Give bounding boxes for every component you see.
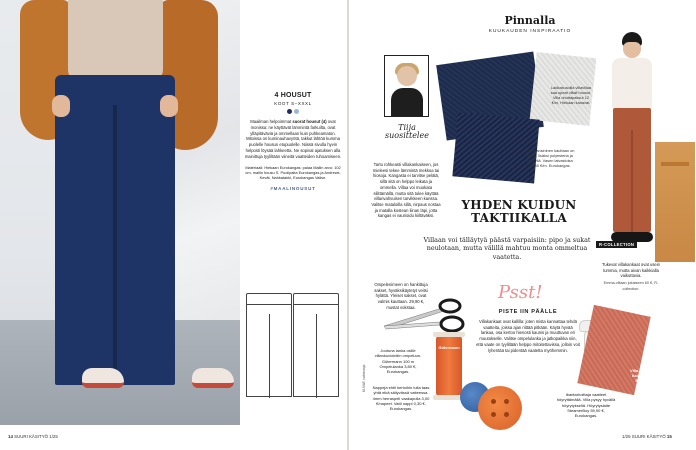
collection-tag: R-COLLECTION: [596, 241, 637, 248]
photo-credit: KUVAT: valmistaja: [362, 364, 366, 392]
fabric-note-white: Laidustusoilla villavillaa saa upeat villait housut. Villa ohuttapaksut 12 €/m, Hiekaan kanavat.: [550, 85, 592, 106]
model-caption-text: Tukevat villakankaat ovat usein tummia, mutta aivan kaikkialla vaikuttavia.: [601, 262, 661, 279]
spool-label: Gütermann: [438, 345, 460, 350]
difficulty-dots: [243, 109, 343, 114]
model-head: [623, 42, 641, 58]
left-page: [0, 0, 347, 450]
tip-title: PISTE IIN PÄÄLLE: [498, 309, 558, 315]
shirt: [68, 0, 163, 80]
left-sneaker: [82, 368, 124, 388]
fabric-note-rust: Villa, Stretch Ohut Kaunis 8,19 €/m, Eurokangas.: [630, 368, 664, 384]
wooden-chair: [655, 142, 695, 262]
navy-trousers: [55, 75, 175, 385]
white-top: [612, 58, 652, 110]
difficulty-dot-filled: [287, 109, 292, 114]
size-range: KOOT S–XXXL: [274, 101, 312, 106]
section-title: Pinnalla: [504, 14, 556, 27]
right-folio-text: 1/25 SUURI KÄSITYÖ: [622, 434, 666, 439]
pattern-description: [243, 92, 343, 191]
model-caption: [596, 262, 666, 293]
tip-text: Villakankaat ovat kallilla: joten mista kannattaa tehdä vaatteita, joissa ajan riittää pitkään. Käytä hyvää lankaa, osa kertoo hienosti kaunis ja muuttuvan eri muutokselle. Valitse ompelulanka ja jatkopaikka niin, että vaate on tyyliltään helppo mitoitettavissa, jolloin voit lyhentää tai pidentää vaatetta myöhemmin.: [476, 319, 580, 353]
section-subtitle: KUUKAUDEN INSPIRAATIO: [488, 29, 572, 34]
editor-text: Tartu rohkeasti villakankaiseen, jos mieleesi tekee lämmintä mekkoa tai hiosoja. Kangasta ei tarvitse pelätä, sillä sitä on helppo leikata ja ommella. Villaa voi muokata silittämällä, mutta sitä tulee käyttää villanvahvuisen tarvikkeen kanssa. Valitse mataloilla sillä, nirpaus nostaa ja matalla kostean liinan läpi, jotta kangas ei vaurioidu kiiltäväksi.: [371, 162, 441, 219]
right-hand: [160, 95, 178, 117]
pattern-kicker: 4 HOUSUT: [274, 92, 312, 99]
scissors-note: Ompelenimeen on hankittuja sakset, hyväksikäytetyt veitsi hylättä. Yleiset sakset, ovat valmis kauttaan. 29,90 €, mustat vokstaa.: [374, 282, 428, 310]
left-hand: [52, 95, 70, 117]
deck: Villaan voi tälläytyä päästä varpaisiin: pipo ja sukat neulotaan, mutta välillä mahtuu monta ommeltua vaatetta.: [423, 236, 591, 261]
orange-button: [478, 386, 522, 430]
body-lead: Maailman helpoimmat: [250, 119, 292, 124]
left-page-number: 14: [8, 434, 13, 439]
buttons-note: Nappeja ehtii kertoihin tulla taas yhtä eikä säilyvässä vatteessa. 4mm herraspeli vaakapulla 3,00 €/napeet. Vatti nappi 0,30 €, Eurokangas.: [372, 385, 430, 412]
left-folio-text: SUURI KÄSITYÖ 1/25: [14, 434, 58, 439]
headline: YHDEN KUIDUN TAKTIIKALLA: [461, 198, 577, 225]
fabric-note-navy: Tummansininen kauttaan on villaa, lisäksi polyesteria ja akryyliä. Vasen laivastoisa 14,90 €/m. Eurokangas.: [525, 148, 575, 169]
hashtag: #MAALINOUSUT: [270, 186, 316, 192]
steamer-note: Ibaritarhoittaja vaatteet höyryttämällä. Villa pysyy hyvällä höyrytyksellä. Höyrytyslaite SteamerBoy 59,90 €, Eurokangas.: [556, 392, 616, 419]
pattern-body: [243, 119, 343, 160]
left-folio: [8, 434, 58, 439]
rust-trousers: [613, 108, 651, 232]
editor-signature: Tiija suosittelee: [385, 123, 429, 140]
section-header: [470, 14, 590, 34]
front-view-sketch: [246, 293, 292, 397]
trousers-photo: [0, 0, 240, 425]
editor-face: [397, 66, 417, 86]
back-view-sketch: [293, 293, 339, 397]
right-sneaker: [192, 368, 234, 388]
scissors-icon: [380, 296, 470, 336]
body-bold: suorat housut (4): [292, 119, 327, 124]
difficulty-dot-empty: [294, 109, 299, 114]
materials-text: Materiaali: Hiekaan Eurokangas: palaa Mallin arvo: 102 cm, mallin housu S. Puolipaita Eurokangas ja Andrews, Kevät, Nahkatakki, Eurokangas Valise.: [245, 164, 341, 180]
right-page-number: 15: [666, 434, 672, 439]
model-photo: [596, 32, 662, 244]
right-folio: [622, 434, 672, 439]
editor-portrait: [384, 55, 429, 117]
body-rest: ovat monissa: ne käyttävät lämmintä farkuilta, ovat ylläpitäväviä ja ommellaan kuin puhkeamaton. Mitoissa on kuminauhavyötä, takkut lähtöä kumma puolelle housun etupuolelle. Niissä sivulla hyvin helposti löysää lahkeetta. Ne sopivat ajatuksen alla mainittuja tyyliltään viineitä vaatteiden tuhoamiseen.: [244, 119, 342, 159]
psst-callout: Psst!: [498, 282, 543, 303]
thread-note: Joutuna lanka osille villankuviointiin ompeluun. Gütermann 100 m Ompelulanka 3,80 €, Eurokangas.: [374, 348, 422, 375]
model-caption-price: Emma-villaan jokaiseen 60 €, R-collection.: [603, 281, 659, 291]
editor-torso: [391, 88, 423, 117]
